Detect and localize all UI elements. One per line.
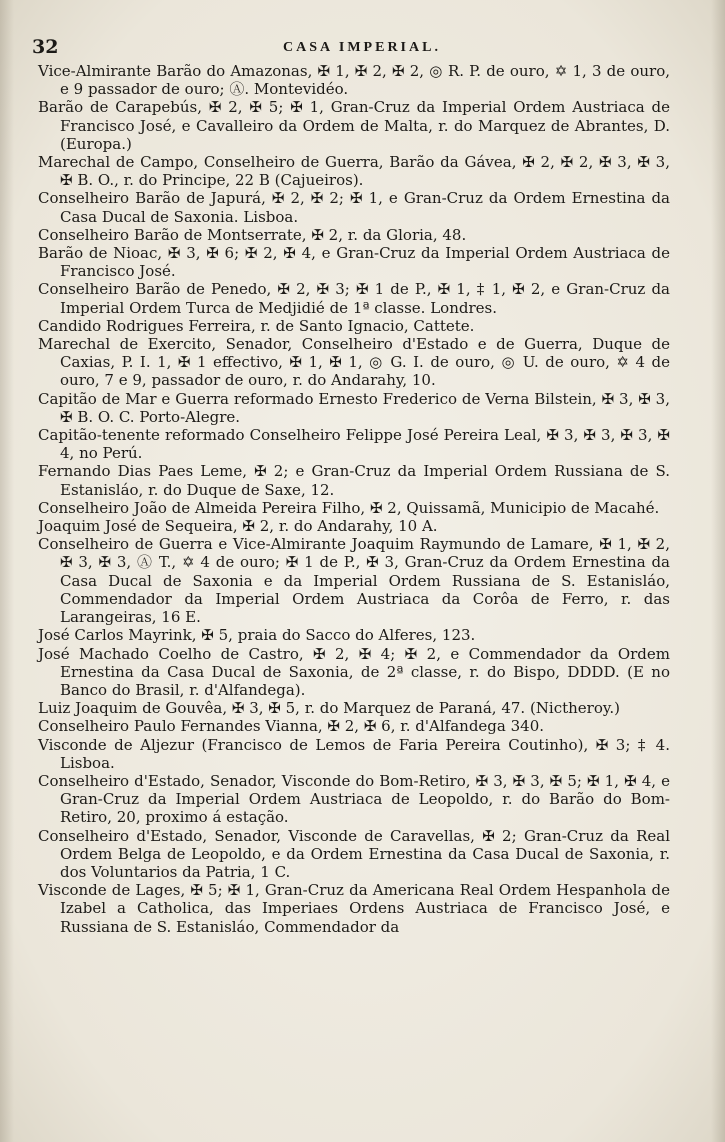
running-title: CASA IMPERIAL. bbox=[283, 40, 441, 55]
entry: Conselheiro João de Almeida Pereira Filho, ✠ 2, Quissamã, Municipio de Macahé. bbox=[38, 498, 660, 517]
entry: Barão de Carapebús, ✠ 2, ✠ 5; ✠ 1, Gran-Cruz da Imperial Ordem Austriaca de Francisco José, e Cavalleiro da Ordem de Malta, r. do Marquez de Abrantes, D. (Europa.) bbox=[38, 98, 670, 153]
entry: José Carlos Mayrink, ✠ 5, praia do Sacco do Alferes, 123. bbox=[38, 626, 476, 645]
entry: Conselheiro d'Estado, Senador, Visconde do Bom-Retiro, ✠ 3, ✠ 3, ✠ 5; ✠ 1, ✠ 4, e Gran-Cruz da Imperial Ordem Austriaca de Leopoldo, r. do Barão do Bom-Retiro, 20, proximo á estação. bbox=[38, 771, 670, 827]
entry: Fernando Dias Paes Leme, ✠ 2; e Gran-Cruz da Imperial Ordem Russiana de S. Estanisláo, r. do Duque de Saxe, 12. bbox=[38, 462, 670, 499]
entry: Joaquim José de Sequeira, ✠ 2, r. do Andarahy, 10 A. bbox=[38, 517, 438, 536]
entry: Vice-Almirante Barão do Amazonas, ✠ 1, ✠ 2, ✠ 2, ◎ R. P. de ouro, ✡ 1, 3 de ouro, e 9 passador de ouro; Ⓐ. Montevidéo. bbox=[38, 62, 670, 99]
entry: Conselheiro Paulo Fernandes Vianna, ✠ 2, ✠ 6, r. d'Alfandega 340. bbox=[38, 717, 545, 736]
entry: Conselheiro Barão de Penedo, ✠ 2, ✠ 3; ✠ 1 de P., ✠ 1, ‡ 1, ✠ 2, e Gran-Cruz da Imperial Ordem Turca de Medjidié de 1ª classe. Londres. bbox=[38, 280, 670, 317]
entry: Candido Rodrigues Ferreira, r. de Santo Ignacio, Cattete. bbox=[38, 316, 475, 335]
entry: Conselheiro de Guerra e Vice-Almirante Joaquim Raymundo de Lamare, ✠ 1, ✠ 2, ✠ 3, ✠ 3, Ⓐ T., ✡ 4 de ouro; ✠ 1 de P., ✠ 3, Gran-Cruz da Ordem Ernestina da Casa Ducal de Saxonia e da Imperial Ordem Russiana de S. Estanisláo, Commendador da Imperial Ordem Austriaca da Corôa de Ferro, r. das Larangeiras, 16 E. bbox=[38, 535, 670, 627]
page-shadow-left bbox=[0, 0, 14, 1142]
entry: José Machado Coelho de Castro, ✠ 2, ✠ 4; ✠ 2, e Commendador da Ordem Ernestina da Casa Ducal de Saxonia, de 2ª classe, r. do Bispo, DDDD. (E no Banco do Brasil, r. d'Alfandega). bbox=[38, 644, 670, 699]
entry-list bbox=[38, 62, 670, 936]
entry: Barão de Nioac, ✠ 3, ✠ 6; ✠ 2, ✠ 4, e Gran-Cruz da Imperial Ordem Austriaca de Francisco José. bbox=[38, 244, 670, 281]
entry: Visconde de Aljezur (Francisco de Lemos de Faria Pereira Coutinho), ✠ 3; ‡ 4. Lisboa. bbox=[38, 735, 670, 772]
page-header bbox=[32, 36, 692, 58]
entry: Visconde de Lages, ✠ 5; ✠ 1, Gran-Cruz da Americana Real Ordem Hespanhola de Izabel a Catholica, das Imperiaes Ordens Austriaca de Francisco José, e Russiana de S. Estanisláo, Commendador da bbox=[38, 881, 670, 936]
entry: Marechal de Exercito, Senador, Conselheiro d'Estado e de Guerra, Duque de Caxias, P. I. 1, ✠ 1 effectivo, ✠ 1, ✠ 1, ◎ G. I. de ouro, ◎ U. de ouro, ✡ 4 de ouro, 7 e 9, passador de ouro, r. do Andarahy, 10. bbox=[38, 335, 670, 390]
entry: Marechal de Campo, Conselheiro de Guerra, Barão da Gávea, ✠ 2, ✠ 2, ✠ 3, ✠ 3, ✠ B. O., r. do Principe, 22 B (Cajueiros). bbox=[38, 153, 670, 190]
entry: Capitão-tenente reformado Conselheiro Felippe José Pereira Leal, ✠ 3, ✠ 3, ✠ 3, ✠ 4, no Perú. bbox=[38, 426, 670, 463]
page-shadow-right bbox=[711, 0, 725, 1142]
entry: Luiz Joaquim de Gouvêa, ✠ 3, ✠ 5, r. do Marquez de Paraná, 47. (Nictheroy.) bbox=[38, 699, 620, 718]
entry: Capitão de Mar e Guerra reformado Ernesto Frederico de Verna Bilstein, ✠ 3, ✠ 3, ✠ B. O. C. Porto-Alegre. bbox=[38, 389, 670, 426]
entry: Conselheiro Barão de Montserrate, ✠ 2, r. da Gloria, 48. bbox=[38, 225, 467, 244]
entry: Conselheiro Barão de Japurá, ✠ 2, ✠ 2; ✠ 1, e Gran-Cruz da Ordem Ernestina da Casa Ducal de Saxonia. Lisboa. bbox=[38, 189, 670, 226]
entry: Conselheiro d'Estado, Senador, Visconde de Caravellas, ✠ 2; Gran-Cruz da Real Ordem Belga de Leopoldo, e da Ordem Ernestina da Casa Ducal de Saxonia, r. dos Voluntarios da Patria, 1 C. bbox=[38, 826, 670, 881]
page-number: 32 bbox=[32, 36, 59, 58]
